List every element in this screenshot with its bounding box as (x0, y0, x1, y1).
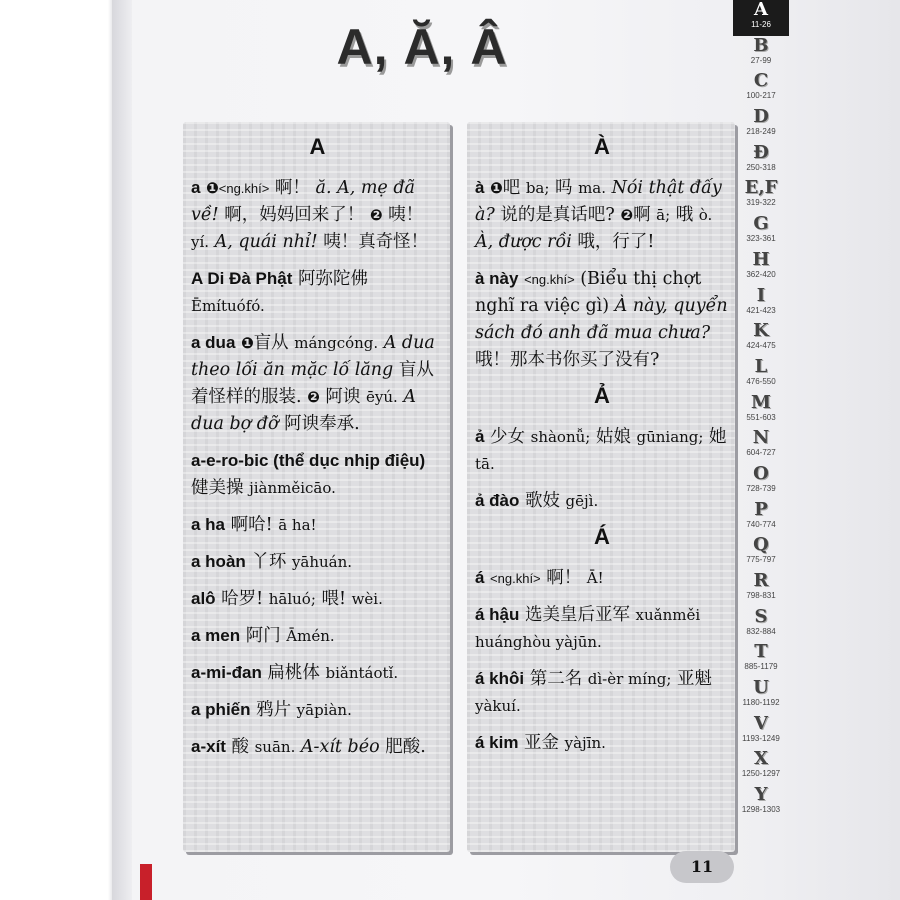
translation: 阿弥陀佛 (292, 269, 368, 289)
dictionary-entry (191, 548, 444, 576)
index-tab[interactable] (733, 36, 789, 72)
index-tab-range: 323-361 (746, 234, 776, 244)
pinyin: yí. (191, 233, 210, 251)
pinyin: ma. (578, 179, 607, 197)
section-heading-a-acute: Á (594, 524, 610, 549)
translation: 说的是真话吧? (494, 205, 615, 225)
pinyin: tā. (475, 455, 495, 473)
translation: 扁桃体 (261, 663, 326, 683)
index-tab-range: 421-423 (746, 305, 776, 315)
dictionary-entry (191, 511, 444, 539)
index-tab-letter: P (754, 498, 768, 520)
translation: 哦！那本书你买了没有? (475, 350, 660, 370)
index-tab-range: 1250-1297 (741, 769, 781, 779)
translation: 啊！ (269, 178, 310, 198)
index-tab-letter: S (754, 605, 768, 627)
dictionary-entry (191, 733, 444, 761)
pinyin: wèi. (351, 590, 383, 608)
translation: 哈罗! (215, 589, 269, 609)
translation: 阿门 (240, 626, 287, 646)
headword: a men (191, 626, 241, 645)
index-tab-letter: T (754, 641, 768, 663)
section-heading-a: A (309, 134, 326, 159)
translation: 喂! (315, 589, 352, 609)
pinyin: ā ha! (278, 516, 317, 534)
translation: 歌妓 (519, 491, 566, 511)
translation: 亚魁 (671, 669, 712, 689)
index-tab-range: 1193-1249 (742, 733, 780, 743)
translation: 肥酸. (379, 737, 426, 757)
index-tab[interactable] (733, 714, 789, 750)
example: A, quái nhỉ! (209, 232, 318, 252)
sense-number: ❷ (369, 206, 383, 224)
translation: 哦，行了! (571, 232, 655, 252)
pinyin: yāpiàn. (296, 701, 352, 719)
page-number: 11 (670, 851, 734, 883)
translation: 吧 (502, 178, 526, 198)
section-heading-a-hook: Ả (594, 383, 610, 408)
index-tab[interactable] (733, 607, 789, 643)
example: A-xít béo (295, 737, 380, 757)
index-tab[interactable] (733, 321, 789, 357)
index-tab-range: 885-1179 (744, 662, 778, 672)
index-tab[interactable] (733, 500, 789, 536)
index-tab-letter: E,F (744, 177, 778, 199)
translation: 亚金 (518, 733, 565, 753)
dictionary-entry (191, 659, 444, 687)
index-tab-range: 218-249 (746, 127, 776, 137)
headword: á hậu (475, 605, 520, 624)
index-tab-letter: H (752, 248, 770, 270)
section-heading-a-grave: À (594, 134, 610, 159)
translation: 选美皇后亚军 (519, 605, 636, 625)
headword: a-xít (191, 737, 226, 756)
index-tab-letter: M (751, 391, 771, 413)
translation: 阿谀奉承. (278, 414, 360, 434)
example: A dua theo lối ăn mặc lố lăng (191, 333, 435, 380)
pinyin: dì-èr míng; (587, 670, 672, 688)
headword: à (475, 178, 485, 197)
index-tab-letter: Y (754, 784, 768, 806)
index-tab-range: 27-99 (750, 55, 772, 65)
translation: 啊，妈妈回来了！ (218, 205, 365, 225)
index-tab-range: 798-831 (746, 591, 776, 600)
sense-number: ❷ (620, 206, 634, 224)
index-tab[interactable] (733, 0, 789, 36)
translation: 鸦片 (250, 700, 297, 720)
headword: A Di Đà Phật (191, 269, 293, 288)
translation: 阿谀 (319, 387, 366, 407)
sense-number: ❶ (206, 179, 219, 197)
translation: 她 (703, 427, 727, 447)
index-tab[interactable] (733, 214, 789, 250)
pinyin: gūniang; (636, 428, 704, 446)
book-spine (112, 0, 132, 900)
index-tab[interactable] (733, 535, 789, 571)
pinyin: ēyú. (365, 388, 398, 406)
index-tab-letter: L (754, 355, 768, 377)
pinyin: Āmén. (286, 627, 335, 645)
index-tab[interactable] (733, 71, 789, 107)
translation: 吗 (549, 178, 579, 198)
index-tab[interactable] (733, 393, 789, 429)
dictionary-entry (191, 174, 444, 256)
alphabet-index (733, 0, 789, 900)
index-tab-range: 250-318 (746, 162, 776, 172)
example: A dua bợ đỡ (191, 387, 416, 434)
example: ă. A, mẹ đã về! (191, 178, 415, 225)
pinyin: Ēmítuófó. (191, 297, 265, 315)
translation: 咦！ (382, 205, 424, 225)
page-title: A, Ă, Â (336, 19, 508, 75)
cover-edge (140, 864, 152, 900)
index-tab-letter: Đ (753, 141, 769, 163)
index-tab-letter: R (753, 570, 769, 591)
example: À, được rồi (475, 232, 572, 252)
index-tab[interactable] (733, 250, 789, 286)
dictionary-entry (191, 585, 444, 613)
index-tab-letter: Q (753, 534, 769, 556)
pinyin: suān. (254, 738, 296, 756)
grammar-tag: <ng.khí> (218, 181, 270, 196)
pinyin: yàjīn. (564, 734, 606, 752)
pinyin: jiànměicāo. (249, 479, 336, 497)
index-tab-range: 1180-1192 (742, 698, 780, 708)
sense-number: ❶ (240, 334, 254, 352)
index-tab-range: 604-727 (746, 448, 776, 458)
headword: alô (191, 589, 216, 608)
index-tab-range: 1298-1303 (741, 805, 781, 815)
translation: 啊 (633, 205, 657, 225)
index-tab-range: 775-797 (746, 555, 776, 565)
headword: a dua (191, 333, 236, 352)
example: À này, quyển sách đó anh đã mua chưa? (475, 296, 728, 343)
left-column (183, 122, 450, 852)
index-tab-range: 551-603 (746, 412, 776, 422)
index-tab[interactable] (733, 749, 789, 785)
index-tab[interactable] (733, 678, 789, 714)
dictionary-entry (475, 174, 729, 256)
dictionary-entry (191, 447, 444, 502)
index-tab-range: 362-420 (746, 269, 776, 279)
headword: á (475, 568, 485, 587)
translation: 第二名 (524, 669, 588, 689)
index-tab-range: 740-774 (746, 519, 776, 529)
translation: 啊！ (540, 568, 587, 588)
index-tab-letter: K (753, 320, 769, 342)
index-tab-letter: X (754, 748, 768, 770)
pinyin: hāluó; (268, 590, 316, 608)
translation: 哦 (670, 205, 699, 225)
dictionary-entry (475, 729, 729, 757)
translation: 少女 (490, 427, 531, 447)
translation: 丫环 (245, 552, 292, 572)
index-tab-letter: C (753, 70, 769, 92)
headword: a phiến (191, 700, 251, 719)
translation: 盲从 (253, 333, 295, 353)
translation: 咦！真奇怪！ (317, 232, 429, 252)
index-tab-letter: D (753, 106, 769, 128)
dictionary-entry (475, 423, 729, 478)
translation: 姑娘 (590, 427, 637, 447)
dictionary-entry (475, 564, 729, 592)
index-tab-letter: N (752, 427, 770, 449)
pinyin: mángcóng. (294, 334, 379, 352)
index-tab-letter: O (753, 462, 769, 484)
index-tab[interactable] (733, 357, 789, 393)
index-tab-letter: U (753, 677, 769, 699)
headword: ả đào (475, 491, 520, 510)
pinyin: xuǎnměi huánghòu yàjūn. (475, 606, 701, 651)
headword: a (191, 178, 201, 197)
definition: (Biểu thị chợt nghĩ ra việc gì) (475, 269, 702, 316)
sense-number: ❶ (490, 179, 503, 197)
index-tab-range: 832-884 (746, 626, 776, 636)
index-tab-letter: I (756, 284, 766, 306)
dictionary-entry (475, 487, 729, 515)
pinyin: ò. (698, 206, 713, 224)
pinyin: ā; (656, 206, 671, 224)
pinyin: Ā! (586, 569, 604, 587)
headword: à này (475, 269, 519, 288)
index-tab[interactable] (733, 785, 789, 821)
dictionary-entry (475, 601, 729, 656)
pinyin: biǎntáotǐ. (325, 664, 399, 682)
index-tab[interactable] (733, 571, 789, 607)
headword: á kim (475, 733, 519, 752)
pinyin: yāhuán. (291, 553, 353, 571)
index-tab-range: 11-26 (751, 20, 771, 29)
index-tab[interactable] (733, 107, 789, 143)
headword: a ha (191, 515, 226, 534)
index-tab[interactable] (733, 178, 789, 214)
index-tab[interactable] (733, 642, 789, 678)
index-tab-letter: B (753, 34, 769, 56)
dictionary-entry (191, 265, 444, 320)
headword: a-mi-đan (191, 663, 262, 682)
index-tab[interactable] (733, 143, 789, 179)
grammar-tag: <ng.khí> (524, 272, 575, 287)
index-tab-letter: G (753, 213, 769, 235)
translation: 啊哈! (225, 515, 279, 535)
index-tab-range: 100-217 (746, 91, 776, 101)
sense-number: ❷ (307, 388, 320, 406)
pinyin: gējì. (565, 492, 599, 510)
pinyin: shàonǚ; (530, 428, 591, 446)
index-tab[interactable] (733, 286, 789, 322)
headword: a-e-ro-bic (thể dục nhịp điệu) (191, 451, 426, 470)
right-column (467, 122, 735, 852)
dictionary-entry (191, 622, 444, 650)
pinyin: ba; (525, 179, 550, 197)
example: Nói thật đấy à? (475, 178, 722, 225)
headword: ả (475, 427, 485, 446)
translation: 酸 (225, 737, 255, 757)
dictionary-entry (191, 329, 444, 438)
translation: 盲从着怪样的服装. (191, 360, 434, 407)
index-tab-letter: V (754, 712, 768, 734)
dictionary-entry (475, 265, 729, 374)
dictionary-entry (475, 665, 729, 720)
index-tab-range: 728-739 (746, 483, 776, 493)
headword: á khôi (475, 669, 525, 688)
index-tab-range: 424-475 (746, 341, 776, 351)
index-tab-letter: A (754, 0, 768, 20)
index-tab-range: 319-322 (746, 198, 776, 208)
index-tab[interactable] (733, 464, 789, 500)
index-tab[interactable] (733, 428, 789, 464)
grammar-tag: <ng.khí> (490, 571, 541, 586)
pinyin: yàkuí. (475, 697, 521, 715)
dictionary-entry (191, 696, 444, 724)
translation: 健美操 (191, 478, 250, 498)
index-tab-range: 476-550 (746, 376, 776, 386)
headword: a hoàn (191, 552, 246, 571)
